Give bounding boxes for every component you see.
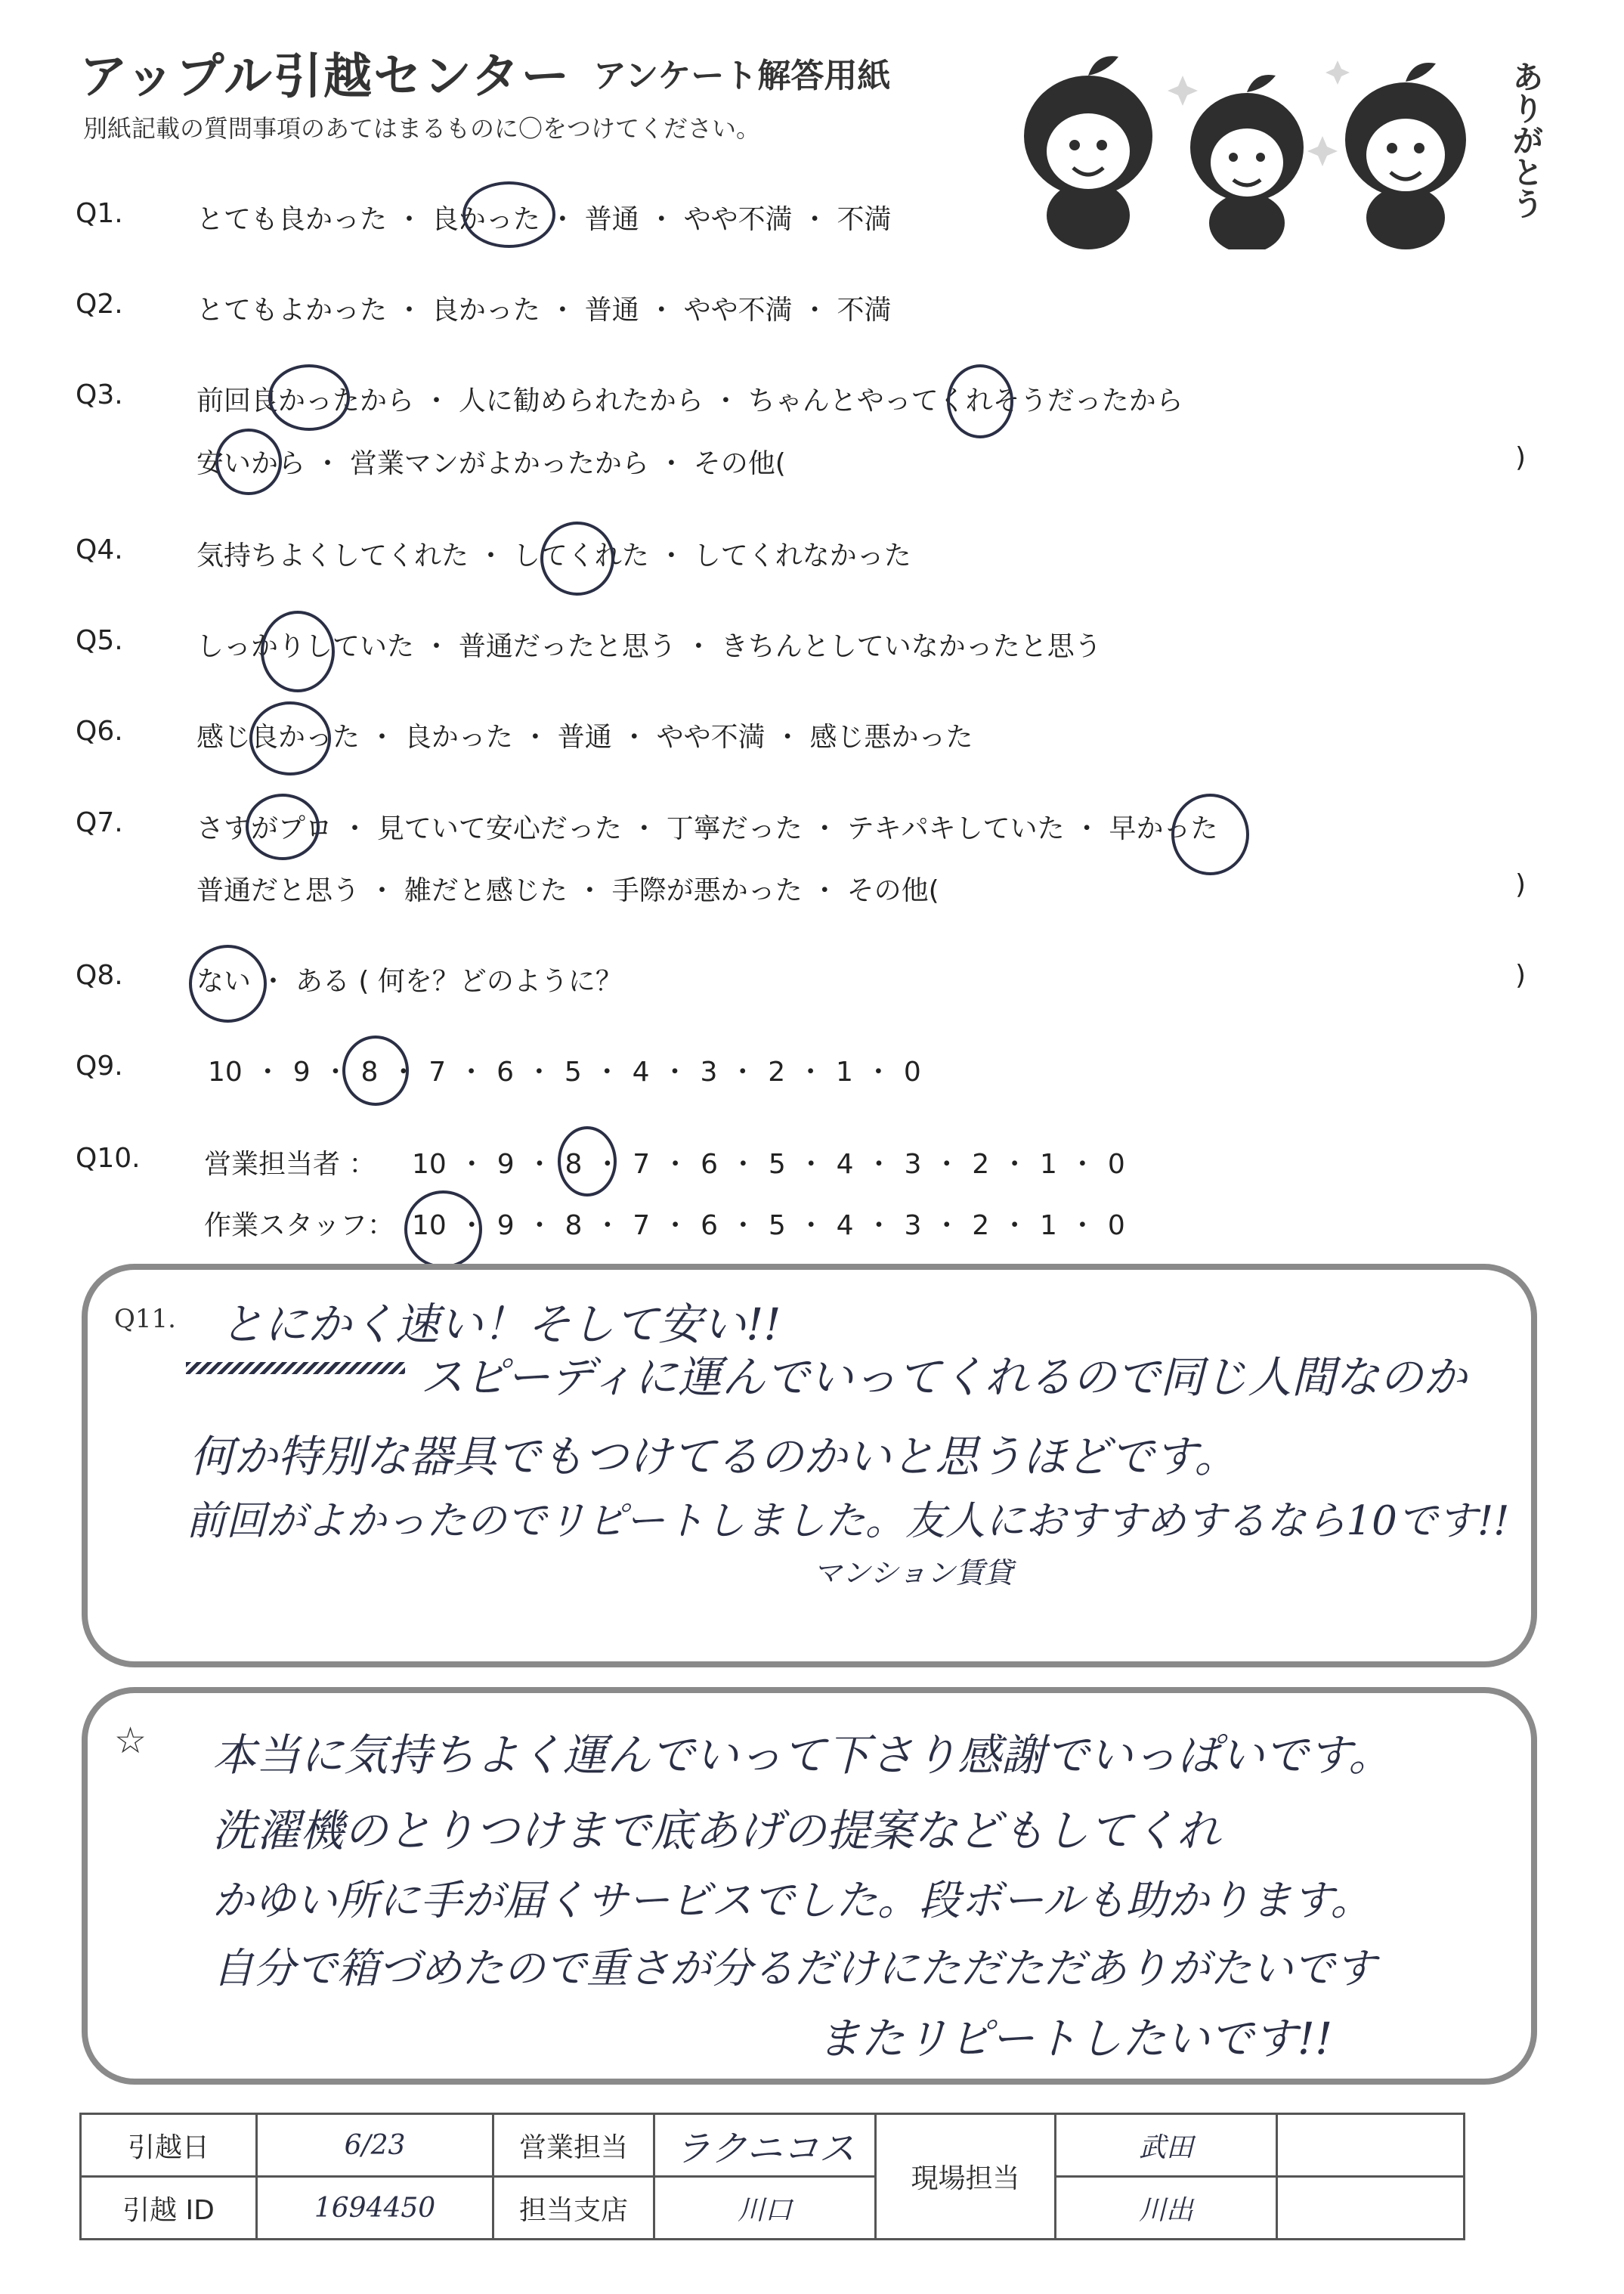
sales-rep-label: 営業担当	[493, 2114, 654, 2177]
question-options: とても良かった ・ 良かった ・ 普通 ・ やや不満 ・ 不満	[196, 204, 892, 235]
question-number: Q8.	[76, 960, 123, 991]
branch-label: 担当支店	[493, 2177, 654, 2240]
sales-rep-scale: 10 ・ 9 ・ 8 ・ 7 ・ 6 ・ 5 ・ 4 ・ 3 ・ 2 ・ 1 ・ 0	[412, 1149, 1125, 1180]
mascot-illustration	[1005, 45, 1549, 249]
question-number: Q7.	[76, 807, 123, 838]
answer-circle-q10-staff	[404, 1190, 482, 1268]
sales-rep-label: 営業担当者 ：	[204, 1149, 376, 1180]
answer-circle-q5	[261, 611, 335, 692]
question-number: Q2.	[76, 289, 123, 320]
mascot-caption: ありがとう	[1508, 60, 1545, 219]
question-options: 気持ちよくしてくれた ・ してくれた ・ してくれなかった	[196, 540, 911, 571]
form-title: アップル引越センター	[79, 49, 571, 105]
question-number: Q10.	[76, 1143, 141, 1174]
q11-label: Q11.	[114, 1304, 176, 1334]
site-rep-label: 現場担当	[876, 2114, 1056, 2240]
q11-line-3: 何か特別な器具でもつけてるのかいと思うほどです。	[190, 1431, 1239, 1482]
answer-circle-q10-sales	[558, 1126, 617, 1197]
question-options-line1: 前回良かったから ・ 人に勧められたから ・ ちゃんとやってくれそうだったから	[196, 385, 1183, 416]
blank-cell	[1277, 2114, 1465, 2177]
form-instruction: 別紙記載の質問事項のあてはまるものに〇をつけてください。	[83, 114, 761, 143]
comment-line-5: またリピートしたいです!!	[817, 2013, 1333, 2064]
q11-line-1: とにかく速い！そして安い!!	[220, 1299, 781, 1350]
paren-close: )	[1515, 442, 1527, 473]
sales-rep-value: ラクニコス	[654, 2114, 876, 2177]
q11-comment-box	[82, 1264, 1537, 1667]
comment-line-3: かゆい所に手が届くサービスでした。段ボールも助かります。	[212, 1876, 1372, 1924]
form-subtitle: アンケート解答用紙	[593, 57, 891, 95]
comment-line-2: 洗濯機のとりつけまで底あげの提案などもしてくれ	[212, 1805, 1221, 1856]
answer-circle-q3-a	[268, 364, 350, 431]
answer-circle-q4	[540, 522, 614, 596]
mascot-monkeys-icon	[1005, 45, 1549, 249]
question-number: Q4.	[76, 534, 123, 565]
footer-row-2	[81, 2177, 1465, 2240]
staff-label: 作業スタッフ：	[204, 1210, 395, 1241]
footer-row-1	[81, 2114, 1465, 2177]
q11-note: マンション賃貸	[813, 1556, 1013, 1590]
question-number: Q3.	[76, 379, 123, 410]
question-options-line1: さすがプロ ・ 見ていて安心だった ・ 丁寧だった ・ テキパキしていた ・ 早かった	[196, 813, 1218, 844]
answer-circle-q7-b	[1171, 794, 1249, 875]
question-options: 感じ良かった ・ 良かった ・ 普通 ・ やや不満 ・ 感じ悪かった	[196, 722, 973, 753]
question-options: しっかりしていた ・ 普通だったと思う ・ きちんとしていなかったと思う	[196, 631, 1102, 662]
question-options-line2: 普通だと思う ・ 雑だと感じた ・ 手際が悪かった ・ その他(	[196, 875, 939, 906]
blank-cell	[1277, 2177, 1465, 2240]
question-number: Q5.	[76, 625, 123, 656]
answer-circle-q1	[462, 181, 555, 248]
answer-circle-q8	[189, 945, 267, 1023]
branch-value: 川口	[654, 2177, 876, 2240]
rating-scale: 10 ・ 9 ・ 8 ・ 7 ・ 6 ・ 5 ・ 4 ・ 3 ・ 2 ・ 1 ・ 0	[208, 1057, 921, 1088]
paren-close: )	[1515, 869, 1527, 900]
crossed-out-text	[186, 1362, 405, 1374]
footer-info-table	[79, 2113, 1465, 2240]
answer-circle-q3-b	[947, 364, 1013, 438]
site-rep-value-2: 川出	[1056, 2177, 1277, 2240]
question-number: Q1.	[76, 198, 123, 229]
answer-circle-q9	[342, 1036, 409, 1106]
question-options: ない ・ ある ( 何を？どのように？	[196, 966, 623, 997]
paren-close: )	[1515, 960, 1527, 991]
question-options: とてもよかった ・ 良かった ・ 普通 ・ やや不満 ・ 不満	[196, 295, 892, 326]
comment-line-4: 自分で箱づめたので重さが分るだけにただただありがたいです	[212, 1944, 1377, 1992]
move-date-label: 引越日	[81, 2114, 257, 2177]
answer-circle-q6	[249, 701, 331, 776]
site-rep-value-1: 武田	[1056, 2114, 1277, 2177]
q11-line-4: 前回がよかったのでリピートしました。友人におすすめするなら10です!!	[186, 1498, 1510, 1544]
star-icon: ☆	[114, 1720, 147, 1762]
staff-scale: 10 ・ 9 ・ 8 ・ 7 ・ 6 ・ 5 ・ 4 ・ 3 ・ 2 ・ 1 ・ 0	[412, 1210, 1125, 1241]
move-id-value: 1694450	[257, 2177, 493, 2240]
question-number: Q9.	[76, 1051, 123, 1082]
question-options-line2: 安いから ・ 営業マンがよかったから ・ その他(	[196, 448, 786, 479]
move-date-value: 6/23	[257, 2114, 493, 2177]
answer-circle-q7-a	[246, 794, 320, 860]
comment-line-1: 本当に気持ちよく運んでいって下さり感謝でいっぱいです。	[212, 1729, 1393, 1781]
free-comment-box	[82, 1687, 1537, 2085]
q11-line-2: スピーディに運んでいってくれるので同じ人間なのか	[420, 1351, 1468, 1403]
move-id-label: 引越 ID	[81, 2177, 257, 2240]
question-number: Q6.	[76, 716, 123, 747]
answer-circle-q3-c	[215, 429, 282, 495]
